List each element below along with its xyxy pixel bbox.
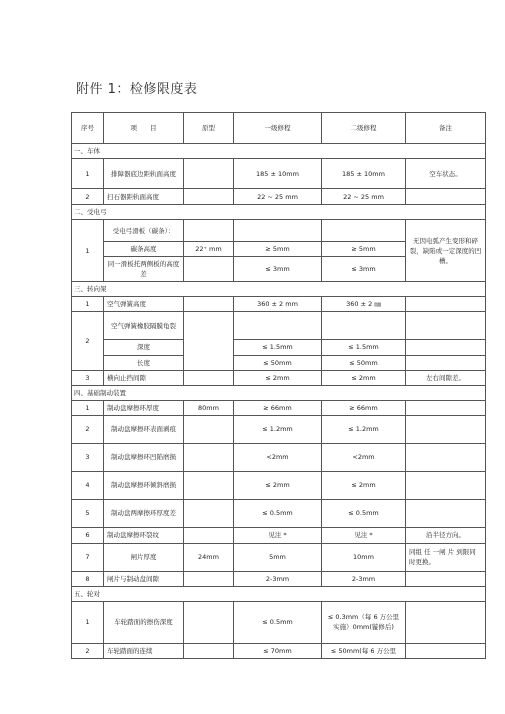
row-no: 4: [72, 471, 104, 499]
row-note: [406, 571, 486, 586]
row-level1: ≤ 1.2mm: [234, 415, 322, 443]
row-original: [184, 443, 234, 471]
row-level1: <2mm: [234, 443, 322, 471]
row-level2: ≤ 1.5mm: [322, 340, 406, 355]
row-level1: ≤ 3mm: [234, 257, 322, 282]
row-note: 左右间隙差。: [406, 370, 486, 385]
row-item: 制动盘摩擦环表面剥痕: [104, 415, 184, 443]
row-note: 无因电弧产生变形和碎裂，缺陷或一定深度的凹槽。: [406, 220, 486, 282]
table-row: [72, 471, 486, 499]
table-row: [72, 443, 486, 471]
row-level1: ≤ 50mm: [234, 355, 322, 370]
row-note: [406, 400, 486, 415]
row-level2: 见注 *: [322, 527, 406, 543]
row-level2: ≤ 0.3mm（每 6 万公里实施）0mm(镟修后): [322, 601, 406, 643]
row-no: 7: [72, 543, 104, 571]
table-row: [72, 340, 486, 355]
row-level1: 185 ± 10mm: [234, 159, 322, 189]
row-item: 闸片厚度: [104, 543, 184, 571]
header-level1: 一级修程: [234, 113, 322, 144]
table-row: [72, 355, 486, 370]
row-item: 制动盘摩擦环凹陷磨损: [104, 443, 184, 471]
row-original: [184, 312, 234, 370]
row-level1: 2-3mm: [234, 571, 322, 586]
row-original: [184, 159, 234, 189]
row-level1: ≥ 66mm: [234, 400, 322, 415]
table-row: [72, 370, 486, 385]
row-no: 8: [72, 571, 104, 586]
row-original: [184, 471, 234, 499]
table-row: [72, 415, 486, 443]
row-original: [184, 257, 234, 282]
row-level1: ≤ 1.5mm: [234, 340, 322, 355]
row-no: 2: [72, 415, 104, 443]
row-no: 1: [72, 601, 104, 643]
row-no: 1: [72, 297, 104, 312]
row-note: [406, 340, 486, 355]
row-level1: ≤ 70mm: [234, 643, 322, 658]
row-original: [184, 370, 234, 385]
row-no: 5: [72, 499, 104, 527]
limits-table-wrap: [71, 112, 485, 659]
section-row: [72, 144, 486, 159]
row-no: 1: [72, 400, 104, 415]
row-original: [184, 527, 234, 543]
row-level1: 5mm: [234, 543, 322, 571]
row-note: [406, 443, 486, 471]
row-item: 制动盘摩擦环倾斜磨损: [104, 471, 184, 499]
row-level2: ≤ 50mm: [322, 355, 406, 370]
row-note: [406, 415, 486, 443]
table-row: [72, 643, 486, 658]
section-title: 五、轮对: [72, 586, 486, 601]
row-item: 制动盘摩擦环裂纹: [104, 527, 184, 543]
row-level2: 10mm: [322, 543, 406, 571]
row-level1: ≤ 0.5mm: [234, 499, 322, 527]
row-level2: <2mm: [322, 443, 406, 471]
row-level1: ≤ 2mm: [234, 370, 322, 385]
row-level1: [234, 312, 322, 340]
section-title: 三、转向架: [72, 282, 486, 297]
row-item: 同一滑板托两侧板的高度差: [104, 257, 184, 282]
page-title: 附件 1：检修限度表: [76, 82, 198, 97]
section-row: [72, 385, 486, 400]
header-level2: 二级修程: [322, 113, 406, 144]
header-row: [72, 113, 486, 144]
row-item: 扫石器距轨面高度: [104, 189, 184, 205]
row-no: 2: [72, 643, 104, 658]
row-note: 沿半径方向。: [406, 527, 486, 543]
header-note: 备注: [406, 113, 486, 144]
table-row: [72, 527, 486, 543]
row-original: 80mm: [184, 400, 234, 415]
row-item: 受电弓滑板（碳条）：: [104, 220, 184, 242]
row-original: [184, 415, 234, 443]
row-level2: ≥ 5mm: [322, 242, 406, 257]
row-note: [406, 471, 486, 499]
row-item: 闸片与制动盘间隙: [104, 571, 184, 586]
row-note: [406, 499, 486, 527]
row-level1: ≥ 5mm: [234, 242, 322, 257]
row-item: 横向止挡间隙: [104, 370, 184, 385]
row-no: 6: [72, 527, 104, 543]
row-level1: ≤ 0.5mm: [234, 601, 322, 643]
row-level2: ≥ 66mm: [322, 400, 406, 415]
row-item: 长度: [104, 355, 184, 370]
table-row: [72, 543, 486, 571]
row-level1: 见注 *: [234, 527, 322, 543]
row-level2: ≤ 2mm: [322, 471, 406, 499]
row-item: 制动盘摩擦环厚度: [104, 400, 184, 415]
row-level2: ≤ 3mm: [322, 257, 406, 282]
row-no: 1: [72, 220, 104, 282]
row-note: [406, 189, 486, 205]
row-level2: 185 ± 10mm: [322, 159, 406, 189]
row-note: [406, 297, 486, 312]
row-note: [406, 601, 486, 643]
row-level2: ≤ 2mm: [322, 370, 406, 385]
row-original: [184, 297, 234, 312]
table-row: [72, 400, 486, 415]
maintenance-limits-table: [71, 112, 486, 659]
row-note: 同组 任 一闸 片 到限同时更换。: [406, 543, 486, 571]
row-level2: ≤ 0.5mm: [322, 499, 406, 527]
row-original: [184, 643, 234, 658]
row-note: 空车状态。: [406, 159, 486, 189]
row-no: 1: [72, 159, 104, 189]
row-note: [406, 312, 486, 340]
table-row: [72, 499, 486, 527]
row-item: 碳条高度: [104, 242, 184, 257]
row-original: [184, 220, 234, 242]
row-no: 3: [72, 370, 104, 385]
row-level1: 360 ± 2 mm: [234, 297, 322, 312]
row-level1: [234, 220, 322, 242]
row-note: [406, 355, 486, 370]
row-level2: 2-3mm: [322, 571, 406, 586]
row-original: [184, 571, 234, 586]
section-title: 四、基础制动装置: [72, 385, 486, 400]
row-note: [406, 643, 486, 658]
row-item: 车轮踏面的擦伤深度: [104, 601, 184, 643]
row-original: [184, 499, 234, 527]
row-item: 制动盘两摩擦环厚度差: [104, 499, 184, 527]
row-item: 深度: [104, 340, 184, 355]
table-row: [72, 297, 486, 312]
row-item: 排障器底边距轨面高度: [104, 159, 184, 189]
section-title: 一、车体: [72, 144, 486, 159]
row-original: 24mm: [184, 543, 234, 571]
row-level1: ≤ 2mm: [234, 471, 322, 499]
row-level2: ≤ 1.2mm: [322, 415, 406, 443]
row-item: 车轮踏面的连续: [104, 643, 184, 658]
row-level2: 22 ~ 25 mm: [322, 189, 406, 205]
row-no: 3: [72, 443, 104, 471]
section-row: [72, 282, 486, 297]
row-no: 2: [72, 312, 104, 370]
table-row: [72, 159, 486, 189]
section-row: [72, 586, 486, 601]
table-row: [72, 220, 486, 242]
row-level1: 22 ~ 25 mm: [234, 189, 322, 205]
row-level2: [322, 312, 406, 340]
row-level2: ≤ 50mm(每 6 万公里: [322, 643, 406, 658]
row-level2: 360 ± 2 ㎜: [322, 297, 406, 312]
row-original: 22⁺ mm: [184, 242, 234, 257]
row-no: 2: [72, 189, 104, 205]
header-item: 项 目: [104, 113, 184, 144]
row-item: 空气弹簧高度: [104, 297, 184, 312]
section-title: 二、受电弓: [72, 205, 486, 220]
table-row: [72, 571, 486, 586]
table-row: [72, 312, 486, 340]
row-item: 空气弹簧橡胶隔膜龟裂: [104, 312, 184, 340]
table-row: [72, 189, 486, 205]
row-original: [184, 189, 234, 205]
row-original: [184, 601, 234, 643]
row-level2: [322, 220, 406, 242]
header-original: 原型: [184, 113, 234, 144]
section-row: [72, 205, 486, 220]
header-no: 序号: [72, 113, 104, 144]
table-row: [72, 601, 486, 643]
